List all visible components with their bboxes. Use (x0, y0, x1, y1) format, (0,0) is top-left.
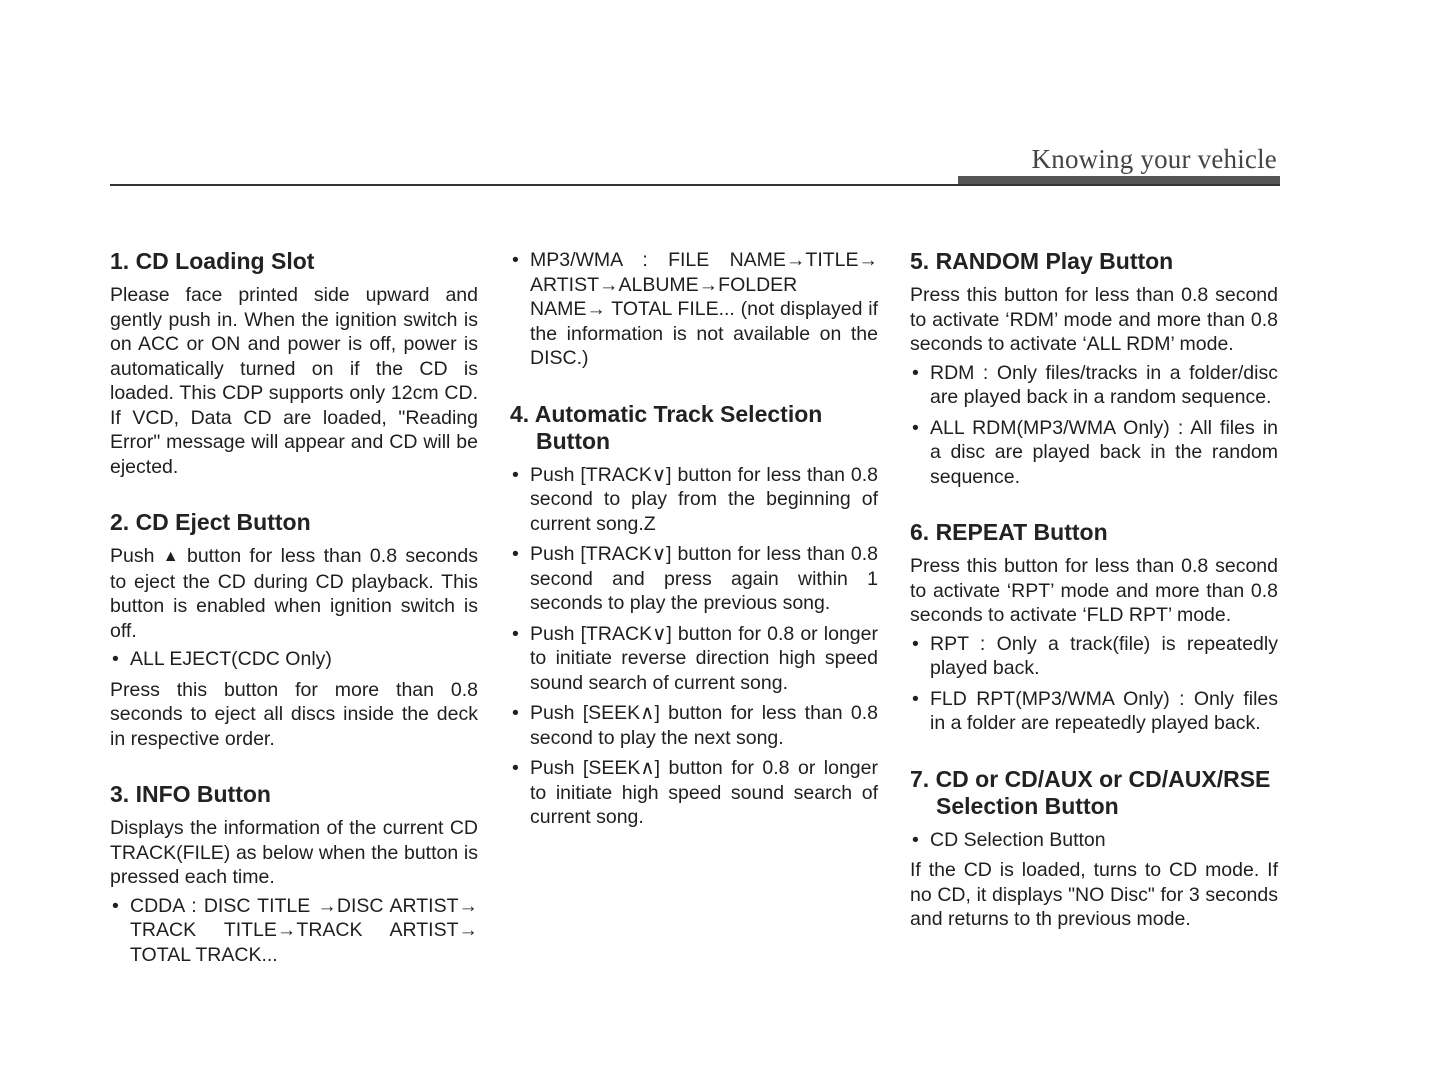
section-title: 4. Automatic Track Selection Button (510, 400, 823, 454)
section-title: 5. RANDOM Play Button (910, 248, 1174, 274)
bullet-list (110, 894, 478, 968)
list-item: • RPT : Only a track(file) is repeatedly played back. (910, 632, 1278, 681)
section-body: If the CD is loaded, turns to CD mode. If no CD, it displays "NO Disc" for 3 seconds and returns to th previous mode. (910, 859, 1278, 930)
page-header-title: Knowing your vehicle (1031, 144, 1277, 174)
body-pre: Push (110, 545, 155, 567)
list-item: • RDM : Only files/tracks in a folder/disc are played back in a random sequence. (910, 361, 1278, 410)
column-3 (910, 248, 1278, 962)
section-body: Press this button for less than 0.8 second to activate ‘RPT’ mode and more than 0.8 seconds to activate ‘FLD RPT’ mode. (910, 555, 1278, 626)
eject-icon: ▲ (162, 548, 179, 565)
list-item: • Push [TRACK∨] button for less than 0.8 second and press again within 1 seconds to play the previous song. (510, 542, 878, 616)
bullet-list (910, 632, 1278, 736)
section-repeat-button (910, 519, 1278, 736)
section-title: 7. CD or CD/AUX or CD/AUX/RSE Selection Button (910, 765, 1271, 819)
list-item: • Push [SEEK∧] button for 0.8 or longer to initiate high speed sound search of current song. (510, 756, 878, 830)
list-item: • Push [TRACK∨] button for less than 0.8 second to play from the beginning of current song.Z (510, 463, 878, 537)
section-body (110, 544, 478, 643)
section-info-button (110, 781, 478, 967)
bullet-list (510, 463, 878, 830)
section-cd-eject-button (110, 509, 478, 751)
list-item: • CD Selection Button (910, 828, 1278, 853)
section-title: 6. REPEAT Button (910, 519, 1108, 545)
section-automatic-track-selection (510, 401, 878, 830)
list-item: • FLD RPT(MP3/WMA Only) : Only files in a folder are repeatedly played back. (910, 687, 1278, 736)
section-cd-aux-rse-selection (910, 766, 1278, 932)
list-item: • ALL RDM(MP3/WMA Only) : All files in a disc are played back in the random sequence. (910, 416, 1278, 490)
list-item: • MP3/WMA : FILE NAME→TITLE→ ARTIST→ALBUME→FOLDER NAME→ TOTAL FILE... (not displayed if the information is not available on the DISC.) (510, 248, 878, 371)
list-item: • Push [SEEK∧] button for less than 0.8 second to play the next song. (510, 701, 878, 750)
header-rule (110, 184, 1280, 186)
section-random-play-button (910, 248, 1278, 489)
section-title: 1. CD Loading Slot (110, 248, 315, 274)
section-info-continued (510, 248, 878, 371)
section-title: 2. CD Eject Button (110, 509, 311, 535)
bullet-list (910, 828, 1278, 853)
column-1 (110, 248, 478, 997)
section-body: Displays the information of the current CD TRACK(FILE) as below when the button is pressed each time. (110, 817, 478, 888)
list-item: • CDDA : DISC TITLE →DISC ARTIST→ TRACK TITLE→TRACK ARTIST→ TOTAL TRACK... (110, 894, 478, 968)
section-body-after: Press this button for more than 0.8 seconds to eject all discs inside the deck in respective order. (110, 678, 478, 750)
section-body: Press this button for less than 0.8 second to activate ‘RDM’ mode and more than 0.8 seconds to activate ‘ALL RDM’ mode. (910, 284, 1278, 355)
bullet-list (910, 361, 1278, 490)
section-cd-loading-slot (110, 248, 478, 479)
body-post: button for less than 0.8 seconds to eject the CD during CD playback. This button is enabled when ignition switch is off. (110, 545, 478, 642)
list-item: • ALL EJECT(CDC Only) (110, 647, 478, 672)
bullet-list (110, 647, 478, 672)
column-2 (510, 248, 878, 860)
section-title: 3. INFO Button (110, 781, 271, 807)
section-body: Please face printed side upward and gently push in. When the ignition switch is on ACC or ON and power is off, power is automatically turned on if the CD is loaded. This CDP supports only 12cm CD. If VCD, Data CD are loaded, "Reading Error" message will appear and CD will be ejected. (110, 284, 478, 478)
list-item: • Push [TRACK∨] button for 0.8 or longer to initiate reverse direction high speed sound search of current song. (510, 622, 878, 696)
bullet-list (510, 248, 878, 371)
